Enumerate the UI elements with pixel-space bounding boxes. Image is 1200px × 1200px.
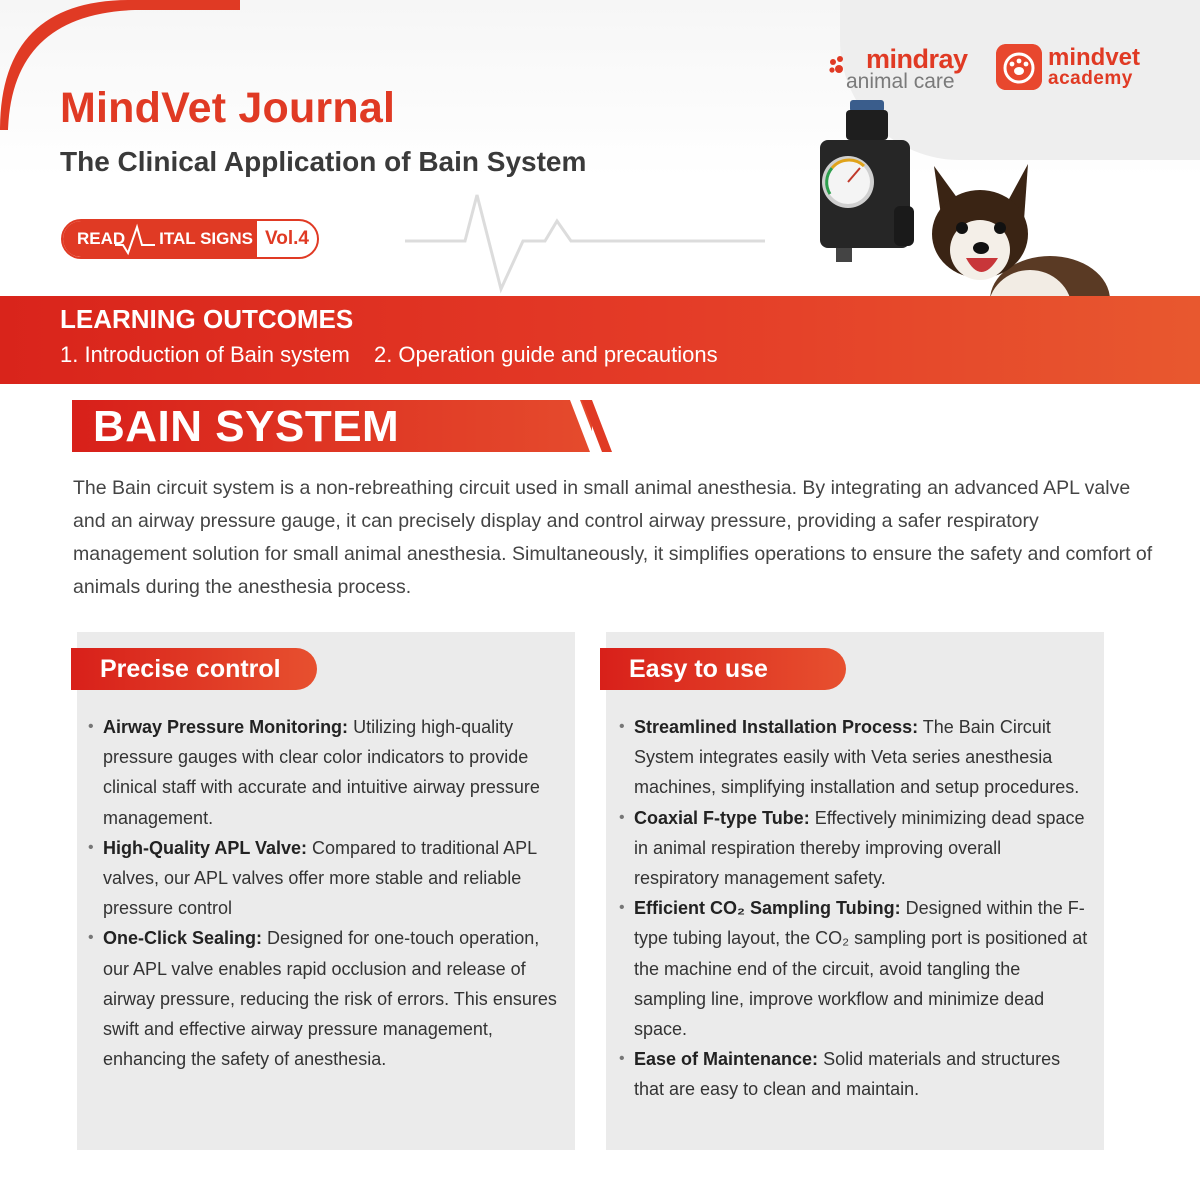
bullet-icon: • bbox=[88, 718, 94, 735]
journal-title: MindVet Journal bbox=[60, 84, 396, 132]
feature-text: The Bain Circuit System integrates easily with Veta series anesthesia machines, simplifying installation and setup procedures. bbox=[634, 717, 1080, 798]
journal-subtitle: The Clinical Application of Bain System bbox=[60, 146, 587, 177]
bullet-icon: • bbox=[88, 929, 94, 947]
bullet-icon: • bbox=[619, 718, 625, 735]
bain-circuit-device-illustration bbox=[812, 98, 922, 268]
series-label-right: ITAL SIGNS bbox=[159, 229, 253, 248]
section-title: BAIN SYSTEM bbox=[93, 402, 400, 451]
bullet-icon: • bbox=[619, 899, 625, 917]
feature-list-easy-to-use bbox=[618, 712, 1088, 1105]
series-label bbox=[63, 221, 257, 257]
learning-outcomes-title: LEARNING OUTCOMES bbox=[60, 304, 354, 334]
feature-text: Designed for one-touch operation, our APL valve enables rapid occlusion and release of airway pressure, reducing the risk of errors. This ensures swift and effective airway pressure management, enhancing the safety of anesthesia. bbox=[103, 928, 557, 1070]
feature-label: High-Quality APL Valve: bbox=[103, 837, 308, 858]
mindvet-wordmark: mindvet bbox=[1048, 44, 1141, 71]
series-label-left: READ bbox=[77, 229, 126, 248]
mindvet-academy-logo bbox=[996, 44, 1146, 94]
bullet-icon: • bbox=[619, 808, 625, 826]
feature-text: Effectively minimizing dead space in animal respiration thereby improving overall respiratory management safety. bbox=[634, 807, 1085, 889]
learning-outcome-item: 1. Introduction of Bain system bbox=[60, 342, 350, 367]
animal-care-wordmark: animal care bbox=[846, 70, 955, 93]
section-intro: The Bain circuit system is a non-rebreathing circuit used in small animal anesthesia. By integrating an advanced APL valve and an airway pressure gauge, it can precisely display and control airway pressure, providing a safer respiratory management solution for small animal anesthesia. Simultaneously, it simplifies operations to ensure the safety and comfort of animals during the anesthesia process. bbox=[73, 477, 1153, 598]
list-item bbox=[87, 923, 559, 1074]
card-title-easy-to-use: Easy to use bbox=[600, 648, 846, 690]
feature-label: Coaxial F-type Tube: bbox=[634, 807, 810, 828]
card-title-precise-control: Precise control bbox=[71, 648, 317, 690]
feature-label: Ease of Maintenance: bbox=[634, 1049, 819, 1070]
mindray-logo bbox=[828, 44, 980, 94]
series-badge bbox=[61, 219, 319, 259]
feature-text: Solid materials and structures that are easy to clean and maintain. bbox=[634, 1049, 1061, 1100]
feature-label: Efficient CO₂ Sampling Tubing: bbox=[634, 898, 901, 919]
feature-label: Streamlined Installation Process: bbox=[634, 717, 919, 737]
feature-text: Designed within the F-type tubing layout, the CO₂ sampling port is positioned at the machine end of the circuit, avoid tangling the sampling line, improve workflow and minimize dead space. bbox=[634, 898, 1088, 1040]
bullet-icon: • bbox=[88, 838, 94, 856]
feature-label: Airway Pressure Monitoring: bbox=[103, 717, 349, 737]
list-item bbox=[618, 1044, 1088, 1104]
bullet-icon: • bbox=[619, 1050, 625, 1068]
academy-wordmark: academy bbox=[1048, 68, 1133, 89]
feature-text: Compared to traditional APL valves, our APL valves offer more stable and reliable pressure control bbox=[103, 837, 537, 919]
feature-list-precise-control bbox=[87, 712, 559, 1074]
academy-paw-icon bbox=[996, 44, 1042, 90]
list-item bbox=[618, 712, 1088, 803]
volume-label: Vol.4 bbox=[265, 228, 309, 249]
feature-text: Utilizing high-quality pressure gauges with clear color indicators to provide clinical staff with accurate and intuitive airway pressure management. bbox=[103, 717, 540, 828]
list-item bbox=[618, 893, 1088, 1044]
learning-outcomes-list bbox=[60, 342, 736, 368]
learning-outcome-item: 2. Operation guide and precautions bbox=[373, 342, 718, 367]
ecg-heartbeat-line bbox=[405, 185, 765, 295]
mindray-wordmark: mindray bbox=[866, 44, 968, 74]
banner-slashes-decoration bbox=[566, 400, 616, 452]
list-item bbox=[87, 712, 559, 833]
list-item bbox=[618, 803, 1088, 894]
list-item bbox=[87, 833, 559, 924]
feature-label: One-Click Sealing: bbox=[103, 928, 263, 949]
